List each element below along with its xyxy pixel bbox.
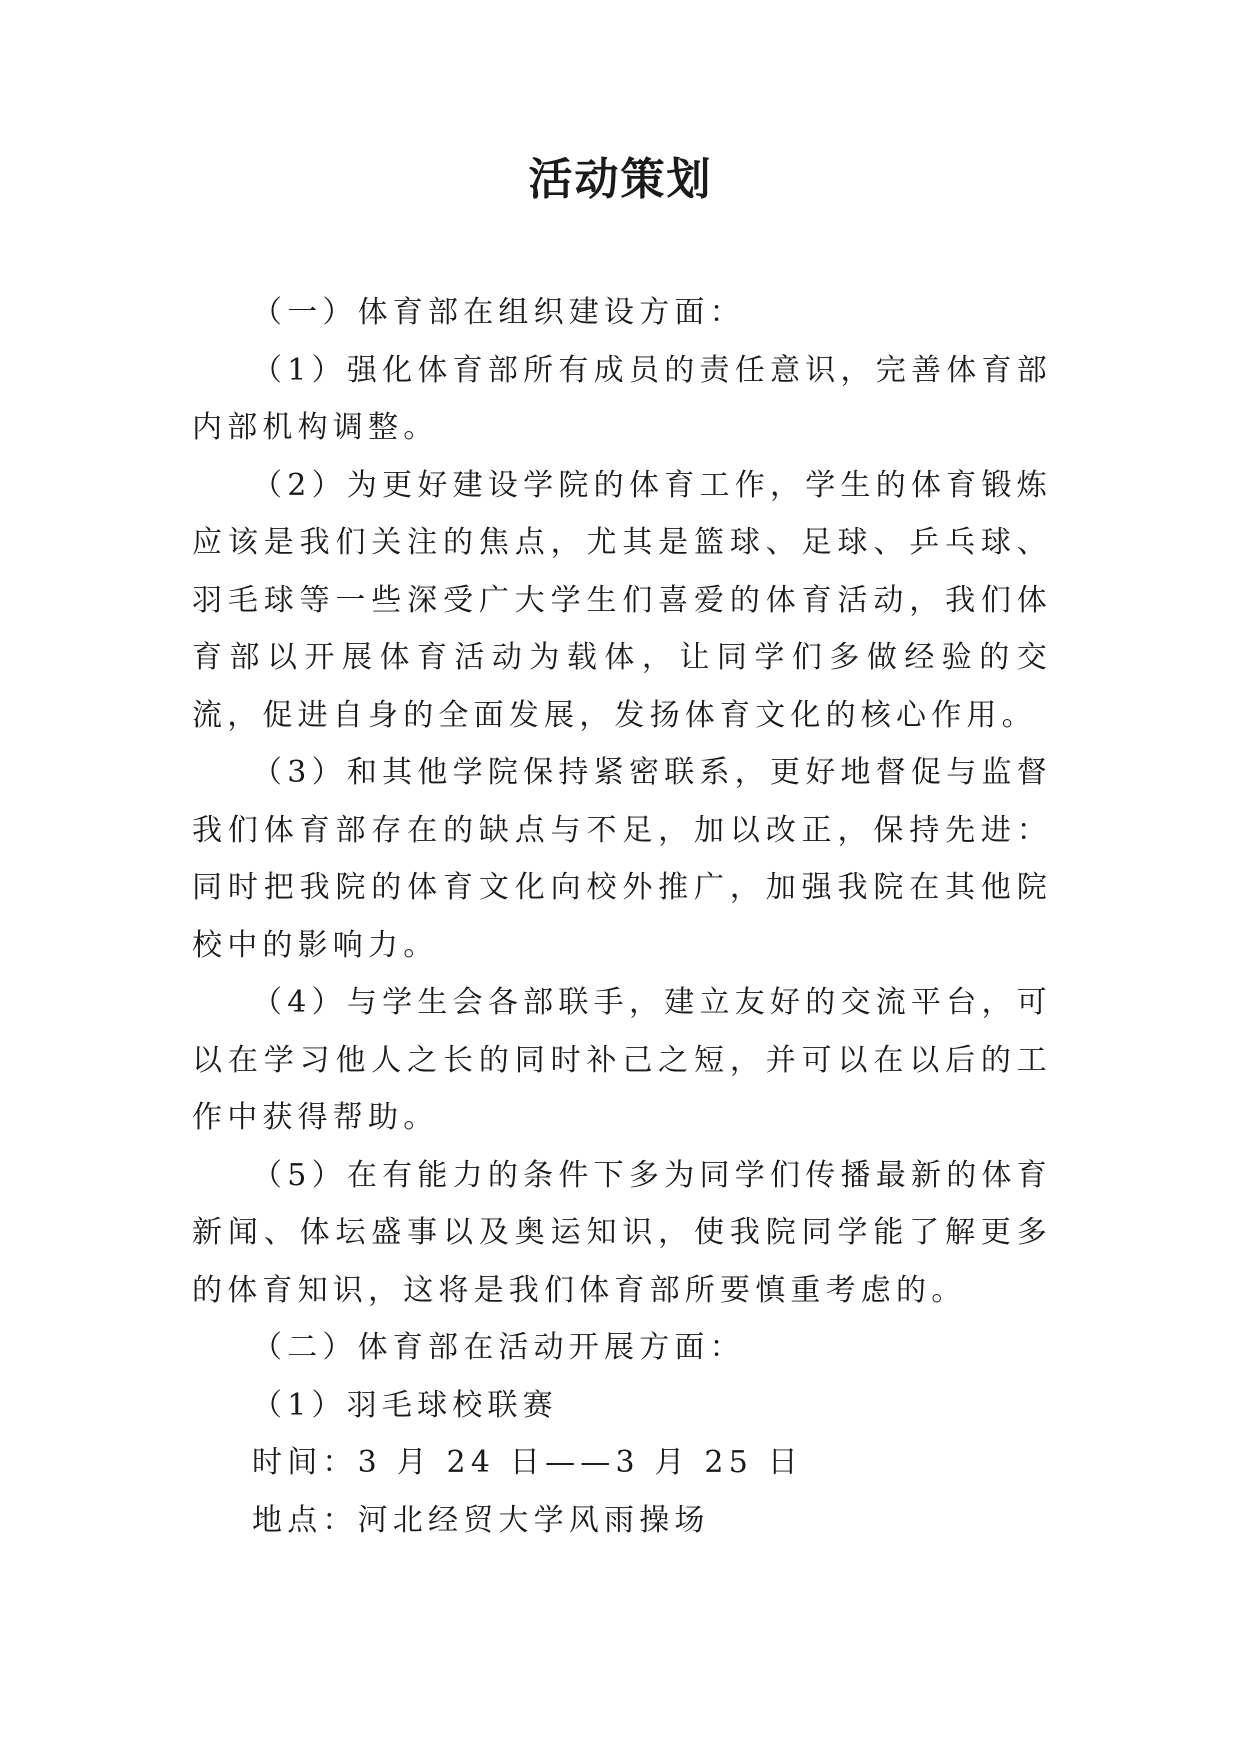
paragraph-item-4: （4）与学生会各部联手，建立友好的交流平台，可以在学习他人之长的同时补己之短，并可以在以后的工作中获得帮助。 [192,985,1052,1135]
activity-location: 地点：河北经贸大学风雨操场 [252,1502,710,1538]
paragraph-item-2: （2）为更好建设学院的体育工作，学生的体育锻炼应该是我们关注的焦点，尤其是篮球、足球、乒乓球、羽毛球等一些深受广大学生们喜爱的体育活动，我们体育部以开展体育活动为载体，让同学们多做经验的交流，促进自身的全面发展，发扬体育文化的核心作用。 [192,467,1052,733]
activity-time: 时间：3 月 24 日——3 月 25 日 [252,1445,803,1480]
section-heading-activities: （二）体育部在活动开展方面： [252,1330,745,1365]
document-body [192,284,1052,1549]
paragraph-item-5: （5）在有能力的条件下多为同学们传播最新的体育新闻、体坛盛事以及奥运知识，使我院同学能了解更多的体育知识，这将是我们体育部所要慎重考虑的。 [192,1157,1052,1308]
document-title: 活动策划 [528,154,713,205]
activity-name: （1）羽毛球校联赛 [252,1387,558,1423]
paragraph-item-3: （3）和其他学院保持紧密联系，更好地督促与监督我们体育部存在的缺点与不足，加以改正，保持先进：同时把我院的体育文化向校外推广，加强我院在其他院校中的影响力。 [192,755,1052,963]
paragraph-item-1: （1）强化体育部所有成员的责任意识，完善体育部内部机构调整。 [192,352,1052,445]
section-heading-organization: （一）体育部在组织建设方面： [252,295,745,330]
